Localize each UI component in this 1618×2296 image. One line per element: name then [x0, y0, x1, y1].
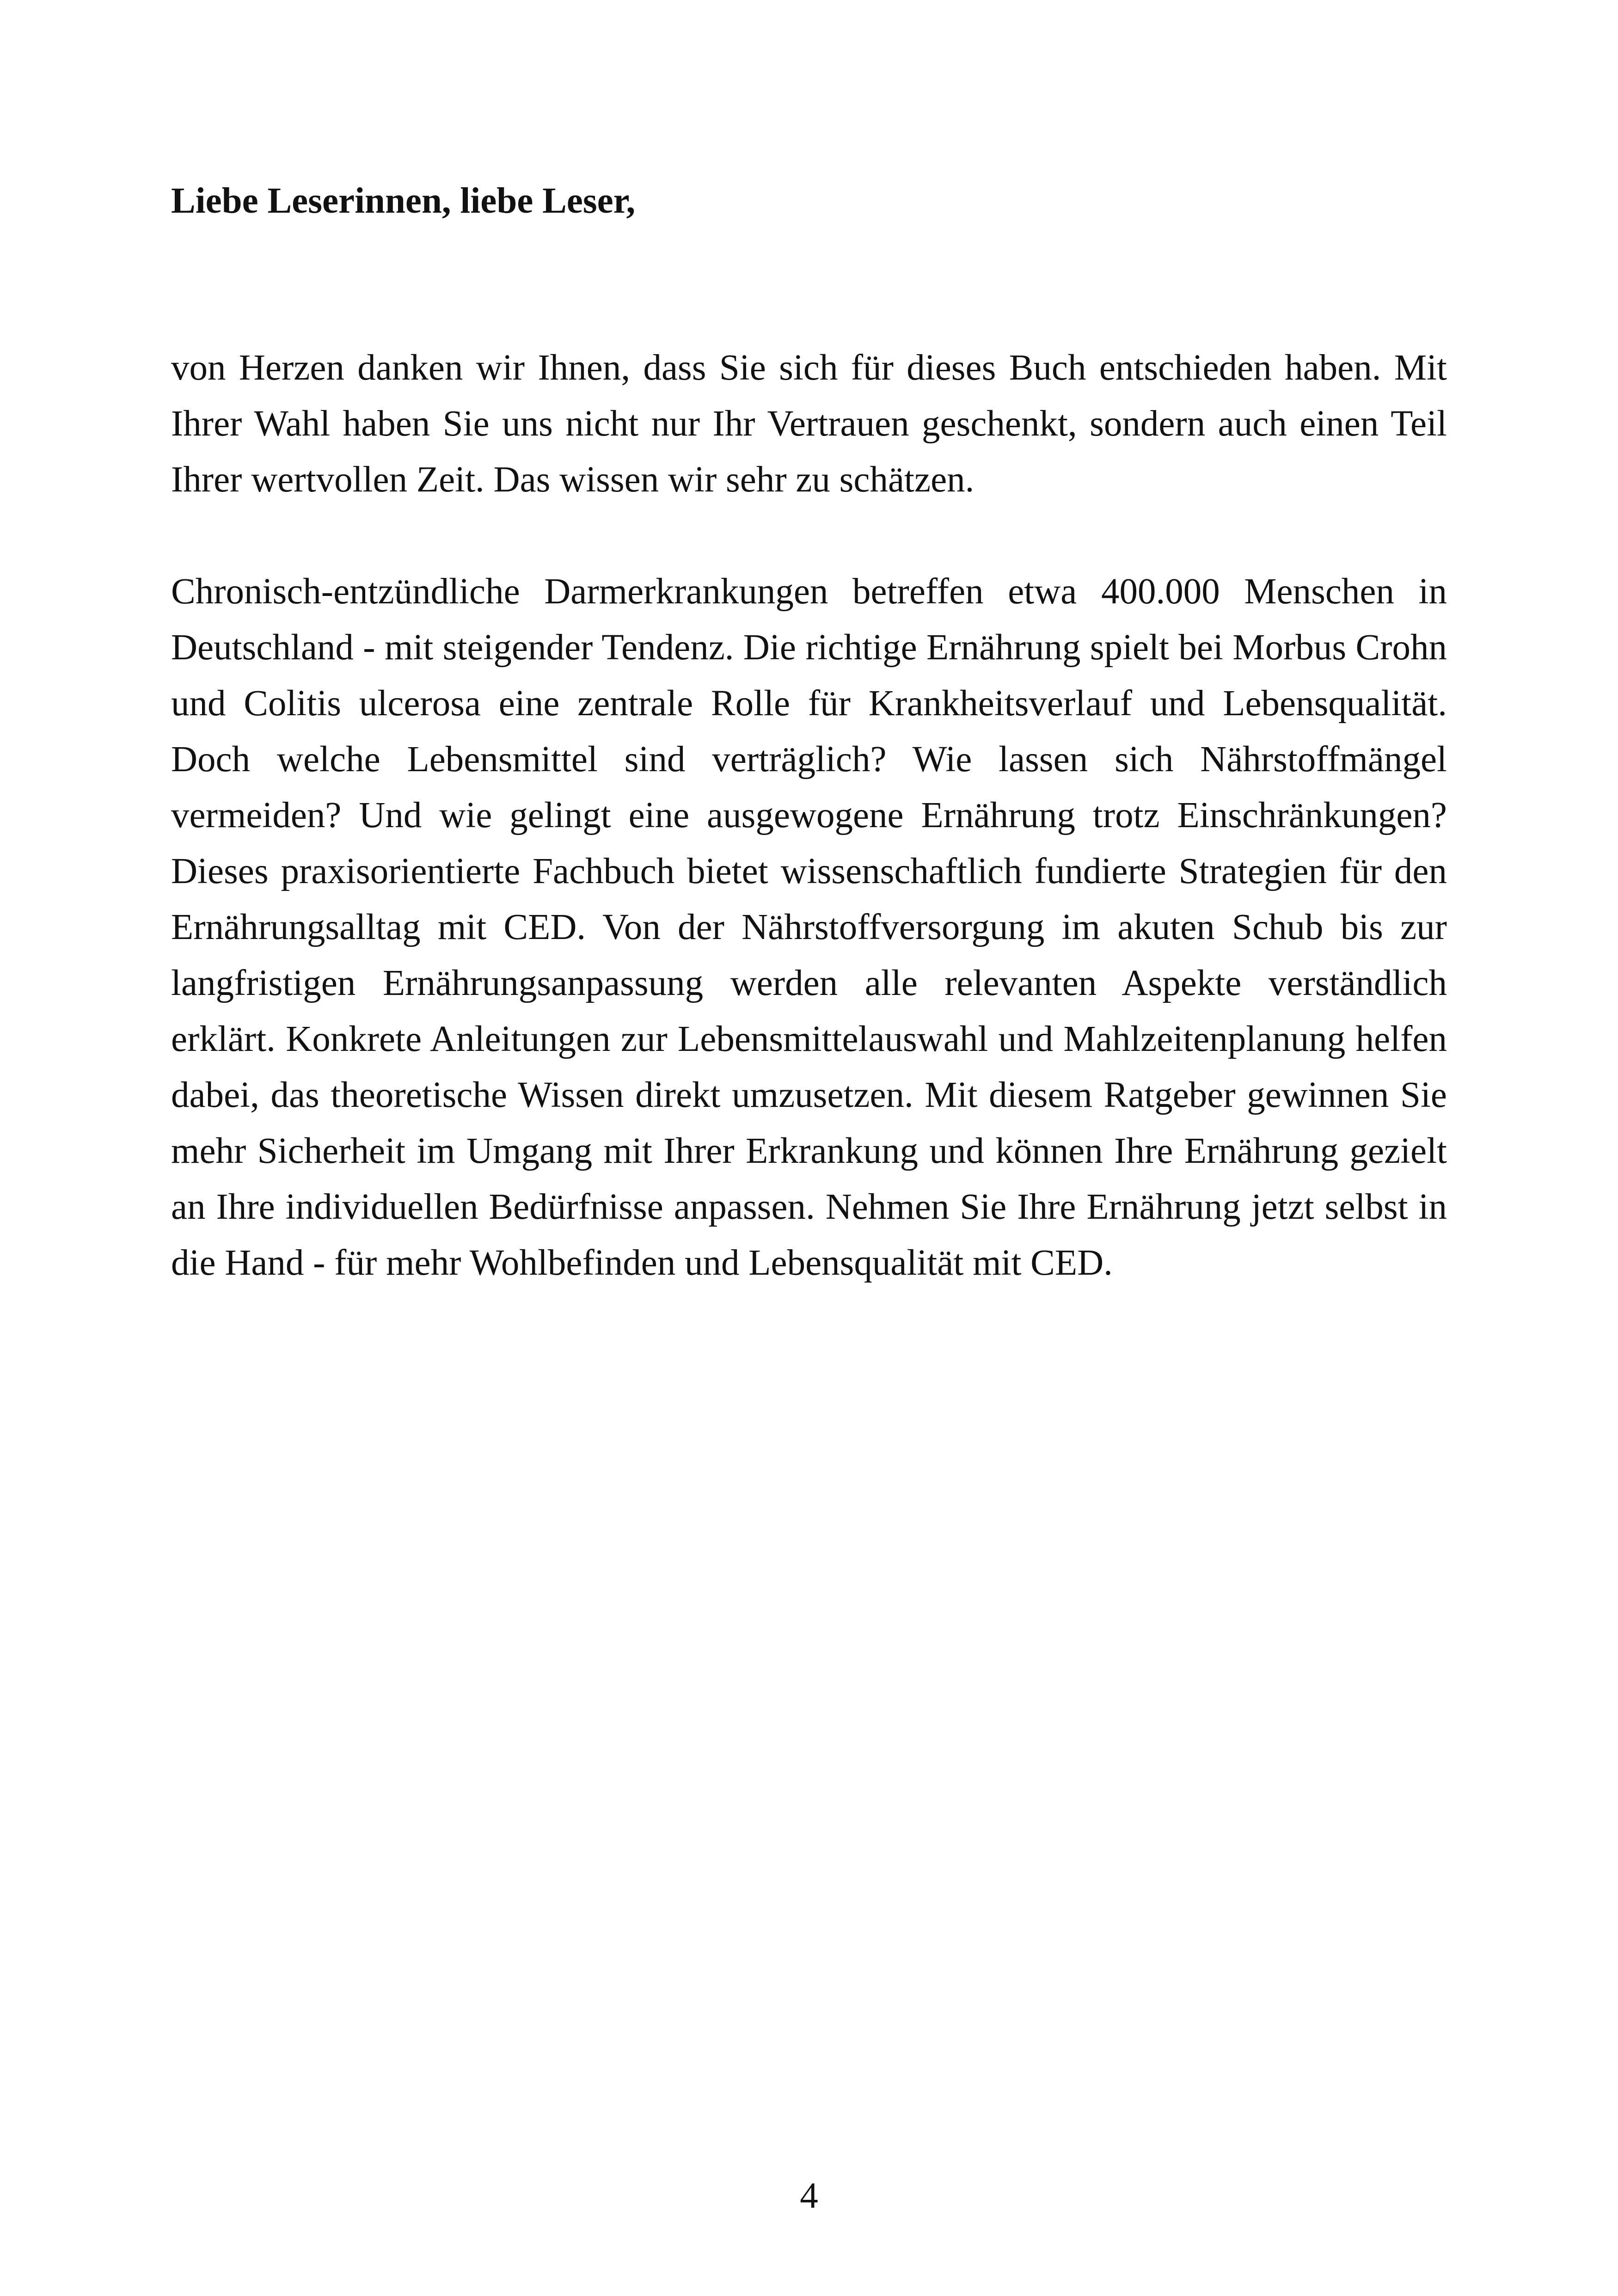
paragraph-book-description: Chronisch-entzündliche Darmerkrankungen betreffen etwa 400.000 Menschen in Deutschland - mit steigender Tendenz. Die richtige Ernährung spielt bei Morbus Crohn und Colitis ulcerosa eine zentrale Rolle für Krankheitsverlauf und Lebensqualität. Doch welche Lebensmittel sind verträglich? Wie lassen sich Nährstoffmängel vermeiden? Und wie gelingt eine ausgewogene Ernährung trotz Einschränkungen? Dieses praxisorientierte Fachbuch bietet wissenschaftlich fundierte Strategien für den Ernährungsalltag mit CED. Von der Nährstoffversorgung im akuten Schub bis zur langfristigen Ernährungsanpassung werden alle relevanten Aspekte verständlich erklärt. Konkrete Anleitungen zur Lebensmittelauswahl und Mahlzeitenplanung helfen dabei, das theoretische Wissen direkt umzusetzen. Mit diesem Ratgeber gewinnen Sie mehr Sicherheit im Umgang mit Ihrer Erkrankung und können Ihre Ernährung gezielt an Ihre individuellen Bedürfnisse anpassen. Nehmen Sie Ihre Ernährung jetzt selbst in die Hand - für mehr Wohlbefinden und Lebensqualität mit CED. [171, 571, 1447, 1283]
paragraph-thanks: von Herzen danken wir Ihnen, dass Sie sich für dieses Buch entschieden haben. Mit Ihrer Wahl haben Sie uns nicht nur Ihr Vertrauen geschenkt, sondern auch einen Teil Ihrer wertvollen Zeit. Das wissen wir sehr zu schätzen. [171, 348, 1447, 500]
salutation-heading: Liebe Leserinnen, liebe Leser, [171, 181, 636, 221]
page-number: 4 [800, 2176, 818, 2216]
body-text [171, 340, 1447, 1291]
